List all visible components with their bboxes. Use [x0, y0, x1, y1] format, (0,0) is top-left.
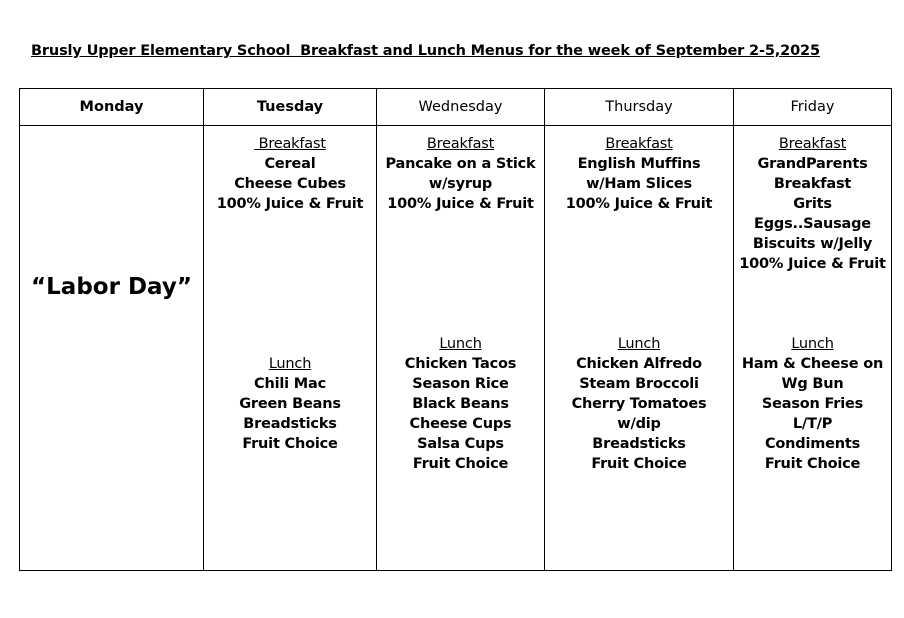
thursday-breakfast	[545, 134, 733, 214]
lunch-heading: Lunch	[617, 336, 661, 352]
day-header-tuesday: Tuesday	[204, 89, 377, 126]
day-header-wednesday: Wednesday	[377, 89, 545, 126]
menu-item: Green Beans	[239, 396, 341, 412]
menu-item: Salsa Cups	[417, 436, 504, 452]
menu-item: GrandParents	[757, 156, 868, 172]
day-header-monday: Monday	[20, 89, 204, 126]
breakfast-heading: Breakfast	[426, 136, 495, 152]
menu-item: Cheese Cups	[409, 416, 512, 432]
menu-item: Cheese Cubes	[234, 176, 346, 192]
page-title	[31, 43, 820, 59]
labor-day-note: “Labor Day”	[31, 274, 192, 300]
tuesday-breakfast	[204, 134, 376, 214]
menu-item: English Muffins	[577, 156, 701, 172]
tuesday-lunch	[204, 354, 376, 454]
lunch-heading: Lunch	[268, 356, 312, 372]
menu-item: Season Fries	[761, 396, 864, 412]
breakfast-heading: Breakfast	[605, 136, 673, 152]
friday-breakfast	[734, 134, 891, 274]
title-gap	[290, 43, 300, 59]
menu-item: Chili Mac	[254, 376, 326, 392]
menu-item: Wg Bun	[781, 376, 844, 392]
menu-item: Grits	[793, 196, 832, 212]
wednesday-lunch	[377, 334, 544, 474]
menu-item: Fruit Choice	[591, 456, 687, 472]
school-name: Brusly Upper Elementary School	[31, 43, 291, 59]
day-header-thursday: Thursday	[545, 89, 734, 126]
menu-item: Breadsticks	[592, 436, 686, 452]
menu-item: Eggs..Sausage	[754, 216, 871, 232]
menu-item: Cereal	[264, 156, 316, 172]
menu-item: 100% Juice & Fruit	[216, 196, 364, 212]
menu-item: L/T/P	[792, 416, 833, 432]
menu-item: Cherry Tomatoes	[571, 396, 707, 412]
menu-item: 100% Juice & Fruit	[739, 256, 886, 272]
menu-item: Biscuits w/Jelly	[752, 236, 873, 252]
menu-item: Season Rice	[412, 376, 509, 392]
menu-item: Breadsticks	[243, 416, 337, 432]
menu-item: Ham & Cheese on	[741, 356, 884, 372]
thursday-lunch	[545, 334, 733, 474]
menu-item: 100% Juice & Fruit	[387, 196, 534, 212]
menu-item: Fruit Choice	[242, 436, 338, 452]
menu-item: Steam Broccoli	[579, 376, 699, 392]
lunch-heading: Lunch	[791, 336, 834, 352]
menu-item: Condiments	[764, 436, 861, 452]
menu-table	[19, 88, 892, 571]
menu-item: w/dip	[617, 416, 661, 432]
friday-cell	[734, 126, 892, 571]
menu-item: Black Beans	[412, 396, 509, 412]
breakfast-heading: Breakfast	[254, 136, 326, 152]
wednesday-cell	[377, 126, 545, 571]
thursday-cell	[545, 126, 734, 571]
monday-cell	[20, 126, 204, 571]
menu-item: Fruit Choice	[764, 456, 861, 472]
menu-week-title: Breakfast and Lunch Menus for the week of September 2-5,2025	[300, 43, 820, 59]
menu-item: Chicken Alfredo	[576, 356, 702, 372]
menu-item: Breakfast	[773, 176, 852, 192]
menu-item: w/Ham Slices	[586, 176, 692, 192]
friday-lunch	[734, 334, 891, 474]
lunch-heading: Lunch	[439, 336, 482, 352]
wednesday-breakfast	[377, 134, 544, 214]
menu-row	[20, 126, 892, 571]
menu-item: w/syrup	[428, 176, 493, 192]
breakfast-heading: Breakfast	[778, 136, 847, 152]
day-header-friday: Friday	[734, 89, 892, 126]
menu-item: Pancake on a Stick	[385, 156, 536, 172]
tuesday-cell	[204, 126, 377, 571]
menu-item: Chicken Tacos	[404, 356, 517, 372]
menu-item: Fruit Choice	[412, 456, 509, 472]
menu-item: 100% Juice & Fruit	[565, 196, 713, 212]
day-header-row	[20, 89, 892, 126]
